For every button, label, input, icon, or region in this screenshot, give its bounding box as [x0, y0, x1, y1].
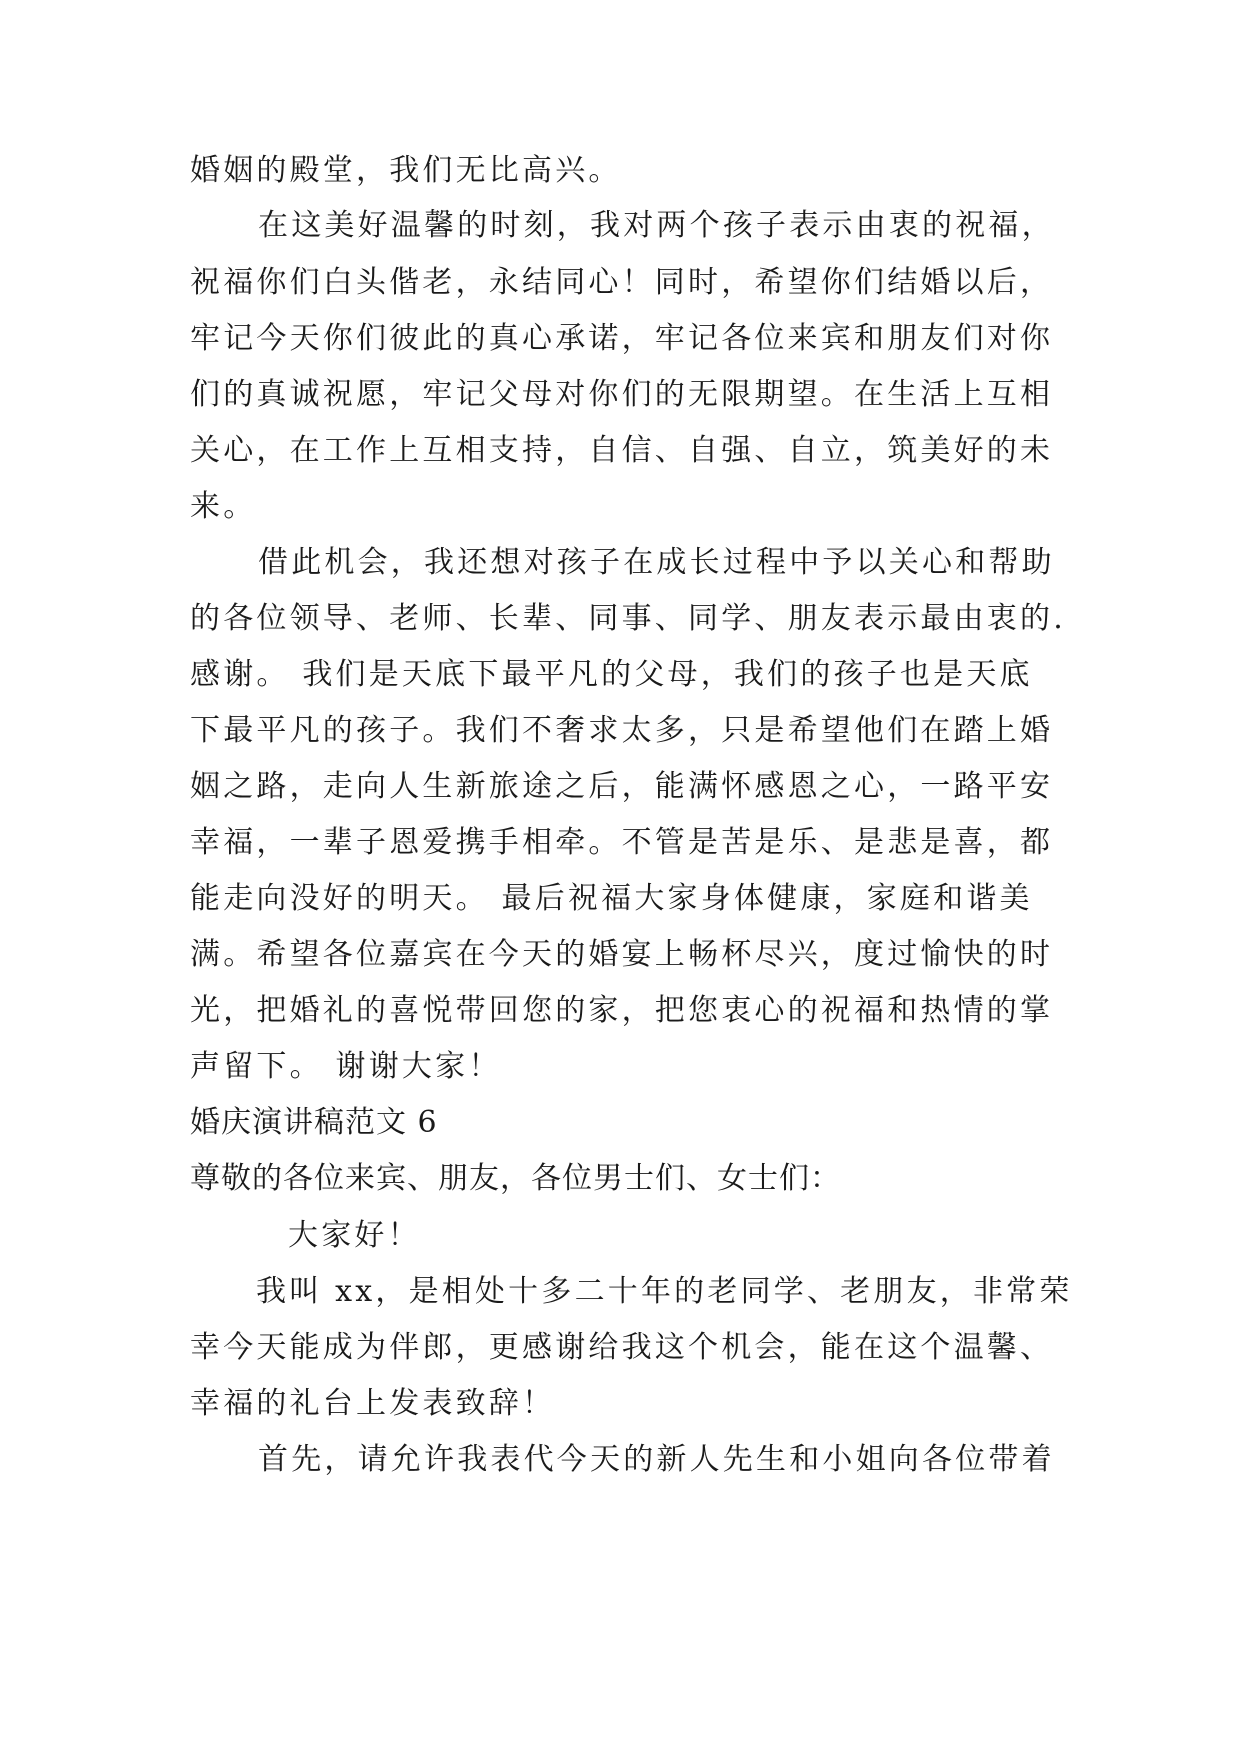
text-line: 来。 [190, 489, 257, 524]
paragraph-start: 在这美好温馨的时刻，我对两个孩子表示由衷的祝福， [258, 208, 1055, 243]
paragraph-start: 首先，请允许我表代今天的新人先生和小姐向各位带着 [258, 1442, 1055, 1477]
text-line: 光，把婚礼的喜悦带回您的家，把您衷心的祝福和热情的掌 [190, 993, 1054, 1028]
text-line: 能走向没好的明天。 最后祝福大家身体健康，家庭和谐美 [190, 881, 1033, 916]
text-line: 祝福你们白头偕老，永结同心！同时，希望你们结婚以后， [190, 265, 1054, 300]
text-line: 下最平凡的孩子。我们不奢求太多，只是希望他们在踏上婚 [190, 713, 1054, 748]
text-line: 声留下。 谢谢大家！ [190, 1049, 502, 1084]
text-line: 婚姻的殿堂，我们无比高兴。 [190, 153, 622, 188]
text-line: 幸今天能成为伴郎，更感谢给我这个机会，能在这个温馨、 [190, 1330, 1054, 1365]
text-line: 满。希望各位嘉宾在今天的婚宴上畅杯尽兴，度过愉快的时 [190, 937, 1054, 972]
text-line: 关心，在工作上互相支持，自信、自强、自立，筑美好的未 [190, 433, 1054, 468]
text-line: 姻之路，走向人生新旅途之后，能满怀感恩之心，一路平安 [190, 769, 1054, 804]
salutation: 尊敬的各位来宾、朋友，各位男士们、女士们： [190, 1161, 841, 1196]
text-line: 们的真诚祝愿，牢记父母对你们的无限期望。在生活上互相 [190, 377, 1054, 412]
section-heading: 婚庆演讲稿范文 6 [190, 1105, 438, 1140]
text-line: 幸福，一辈子恩爱携手相牵。不管是苦是乐、是悲是喜，都 [190, 825, 1054, 860]
text-line: 的各位领导、老师、长辈、同事、同学、朋友表示最由衷的. [190, 601, 1066, 636]
text-line: 幸福的礼台上发表致辞！ [190, 1386, 556, 1421]
paragraph-start: 借此机会，我还想对孩子在成长过程中予以关心和帮助 [258, 545, 1055, 580]
text-line: 牢记今天你们彼此的真心承诺，牢记各位来宾和朋友们对你 [190, 321, 1054, 356]
text-line: 感谢。 我们是天底下最平凡的父母，我们的孩子也是天底 [190, 657, 1033, 692]
greeting: 大家好！ [288, 1218, 421, 1253]
paragraph-start: 我叫 xx，是相处十多二十年的老同学、老朋友，非常荣 [256, 1274, 1073, 1309]
